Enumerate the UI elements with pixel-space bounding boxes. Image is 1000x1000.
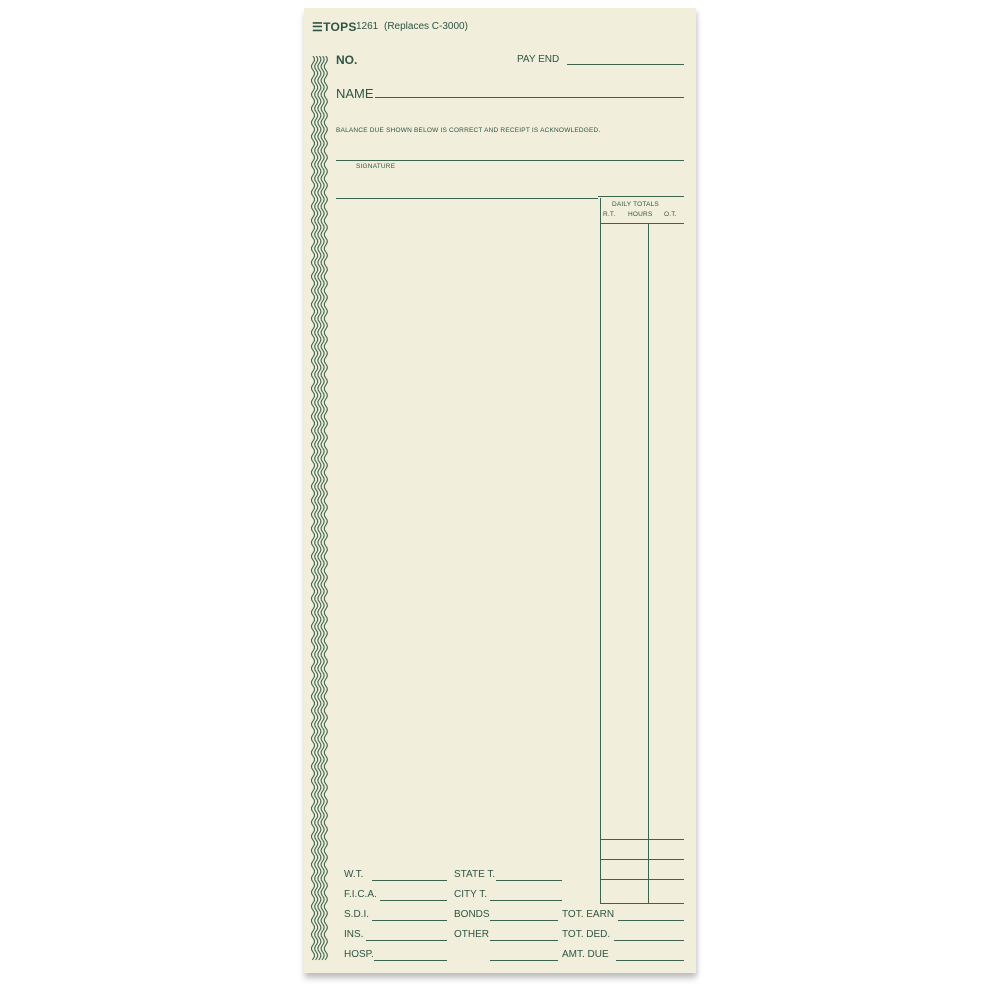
name-label: NAME [336, 86, 374, 101]
hours-label: HOURS [628, 211, 653, 218]
acknowledgement-text: BALANCE DUE SHOWN BELOW IS CORRECT AND RECEIPT IS ACKNOWLEDGED. [336, 127, 601, 134]
daily-totals-title: DAILY TOTALS [612, 201, 659, 208]
bonds-line[interactable] [490, 920, 558, 921]
signature-line[interactable] [336, 160, 684, 161]
daily-totals-left-border [600, 198, 601, 903]
wt-label: W.T. [344, 869, 364, 880]
tot-earn-line[interactable] [618, 920, 684, 921]
pay-end-line[interactable] [567, 64, 684, 65]
amt-due-line[interactable] [616, 960, 684, 961]
signature-label: SIGNATURE [356, 163, 396, 170]
brand-name: TOPS [323, 20, 357, 34]
tot-ded-line[interactable] [614, 940, 684, 941]
form-number: 1261 [356, 21, 379, 32]
replaces-note: (Replaces C-3000) [384, 21, 468, 32]
tot-ded-label: TOT. DED. [562, 929, 611, 940]
totals-row-line-3 [600, 879, 684, 880]
body-top-line [336, 198, 598, 199]
sdi-line[interactable] [372, 920, 447, 921]
name-line[interactable] [375, 97, 684, 98]
fica-line[interactable] [380, 900, 447, 901]
totals-row-line-1 [600, 839, 684, 840]
hosp-label: HOSP. [344, 949, 374, 960]
state-t-label: STATE T. [454, 869, 496, 880]
wt-line[interactable] [372, 880, 447, 881]
city-t-label: CITY T. [454, 889, 487, 900]
time-card [304, 8, 696, 973]
brand-mark-icon: ☰ [312, 20, 324, 34]
rt-label: R.T. [603, 211, 616, 218]
hosp-line[interactable] [374, 960, 447, 961]
pay-end-label: PAY END [517, 54, 560, 65]
no-label: NO. [336, 53, 358, 67]
totals-row-line-2 [600, 859, 684, 860]
ins-label: INS. [344, 929, 364, 940]
wave-line [311, 56, 314, 960]
daily-totals-divider [648, 223, 649, 903]
daily-totals-header-line [600, 223, 684, 224]
state-t-line[interactable] [496, 880, 562, 881]
daily-totals-top-line [598, 196, 684, 197]
other-label: OTHER [454, 929, 489, 940]
ot-label: O.T. [664, 211, 677, 218]
blank-line[interactable] [490, 960, 558, 961]
brand-logo [312, 21, 357, 33]
bonds-label: BONDS [454, 909, 490, 920]
wavy-edge-lines [308, 56, 338, 966]
amt-due-label: AMT. DUE [562, 949, 609, 960]
ins-line[interactable] [366, 940, 447, 941]
fica-label: F.I.C.A. [344, 889, 377, 900]
totals-row-line-4 [600, 903, 684, 904]
city-t-line[interactable] [490, 900, 562, 901]
sdi-label: S.D.I. [344, 909, 370, 920]
other-line[interactable] [490, 940, 558, 941]
tot-earn-label: TOT. EARN [562, 909, 615, 920]
